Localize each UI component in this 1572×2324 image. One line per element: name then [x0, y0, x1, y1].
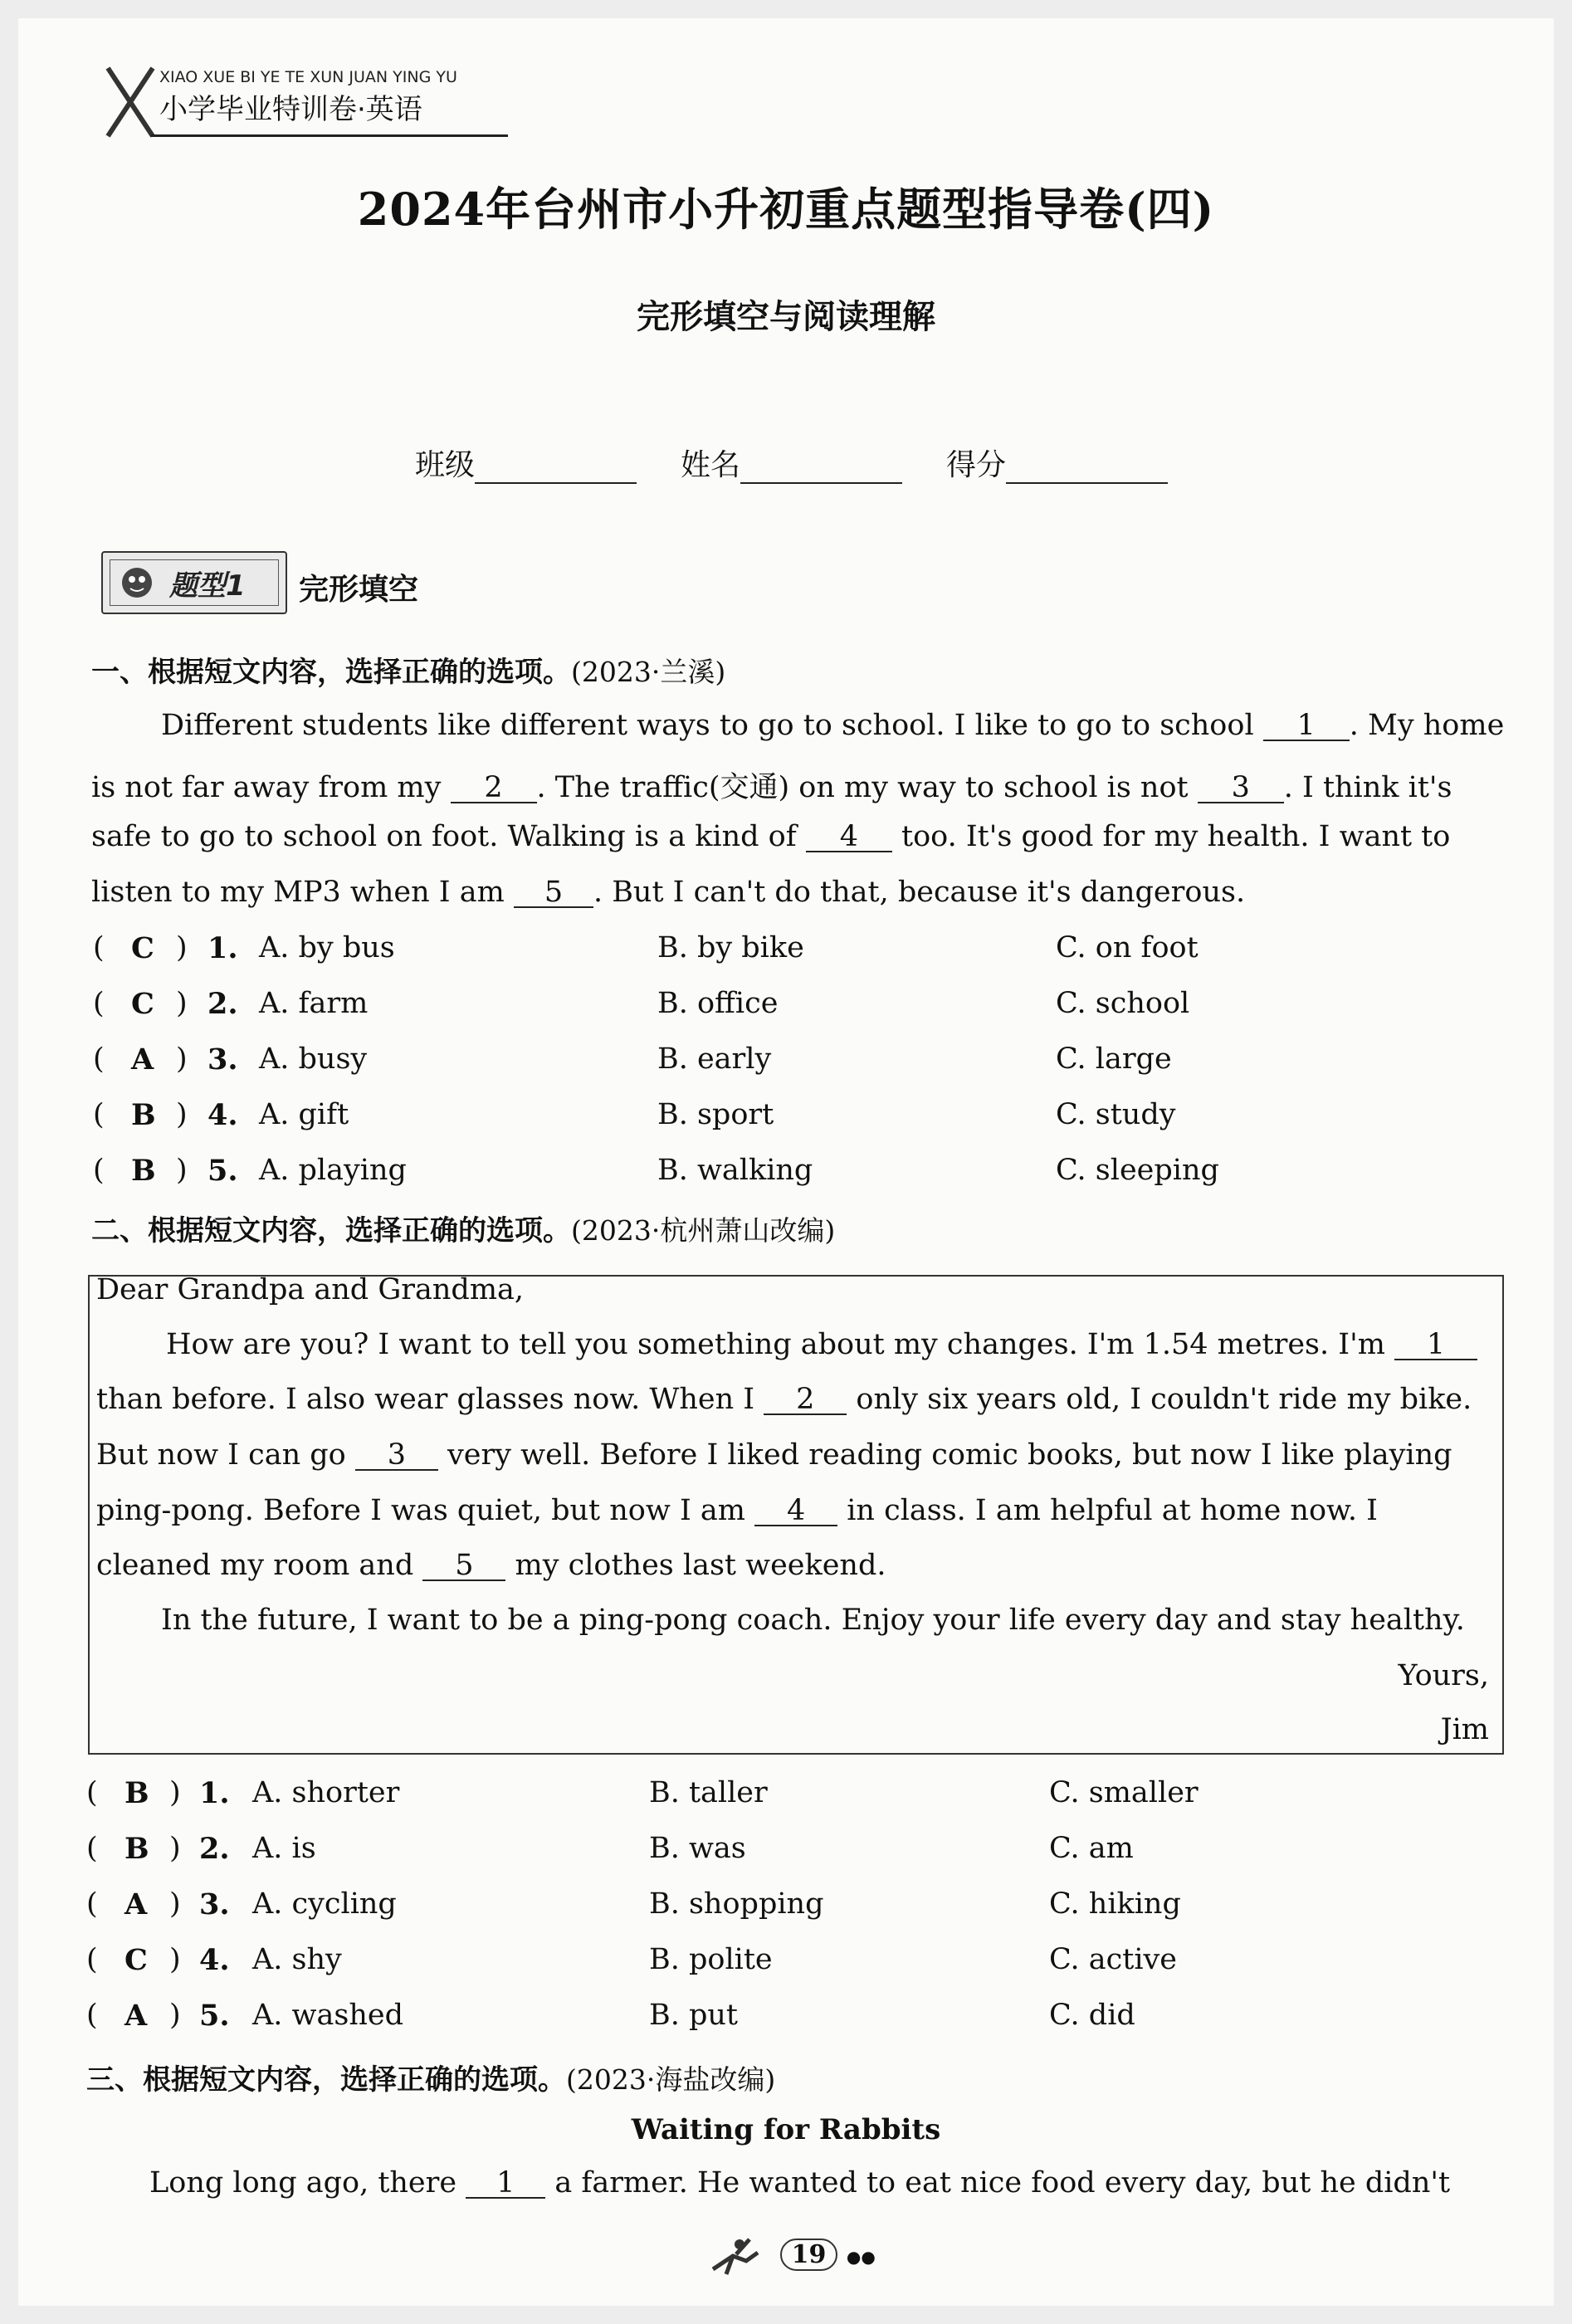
- answer-paren-left: (: [86, 1999, 98, 2032]
- option-b[interactable]: B. sport: [657, 1098, 774, 1131]
- option-c[interactable]: C. hiking: [1049, 1887, 1181, 1921]
- section1-heading: 一、根据短文内容，选择正确的选项。(2023·兰溪): [91, 656, 726, 689]
- option-b[interactable]: B. put: [649, 1999, 738, 2032]
- question-type-badge: [101, 551, 287, 614]
- answer-letter[interactable]: C: [124, 1943, 148, 1977]
- option-b[interactable]: B. polite: [649, 1943, 773, 1976]
- answer-paren-right: ): [169, 1999, 181, 2032]
- answer-paren-right: ): [176, 931, 188, 964]
- option-b[interactable]: B. by bike: [657, 931, 804, 964]
- option-b[interactable]: B. was: [649, 1832, 746, 1865]
- answer-paren-left: (: [93, 987, 105, 1020]
- running-figure-icon: [696, 2236, 771, 2276]
- blank-1[interactable]: 1: [1394, 1330, 1477, 1360]
- question-number: 2.: [199, 1832, 230, 1866]
- score-label: 得分: [946, 448, 1007, 482]
- s1-text-line: safe to go to school on foot. Walking is a kind of 4 too. It's good for my health. I want to: [91, 820, 1451, 853]
- answer-paren-left: (: [93, 931, 105, 964]
- question-number: 4.: [199, 1943, 230, 1977]
- question-number: 1.: [199, 1776, 230, 1810]
- answer-letter[interactable]: B: [124, 1832, 149, 1866]
- class-label: 班级: [415, 448, 476, 482]
- answer-letter[interactable]: B: [131, 1154, 156, 1188]
- answer-paren-left: (: [86, 1776, 98, 1809]
- letter-line: But now I can go 3 very well. Before I liked reading comic books, but now I like playing: [96, 1438, 1452, 1472]
- answer-letter[interactable]: B: [124, 1776, 149, 1810]
- answer-paren-left: (: [86, 1832, 98, 1865]
- answer-paren-left: (: [93, 1154, 105, 1187]
- answer-paren-right: ): [169, 1887, 181, 1921]
- answer-paren-left: (: [86, 1887, 98, 1921]
- blank-4[interactable]: 4: [806, 823, 892, 852]
- option-a[interactable]: A. shorter: [252, 1776, 400, 1809]
- option-b[interactable]: B. walking: [657, 1154, 813, 1187]
- question-number: 4.: [207, 1098, 238, 1132]
- class-field[interactable]: [415, 442, 637, 484]
- answer-paren-right: ): [169, 1776, 181, 1809]
- answer-letter[interactable]: C: [131, 987, 154, 1021]
- badge-label: 题型1: [169, 569, 246, 603]
- option-c[interactable]: C. sleeping: [1056, 1154, 1219, 1187]
- question-number: 5.: [199, 1999, 230, 2033]
- series-x-logo-icon: [101, 65, 159, 139]
- option-c[interactable]: C. smaller: [1049, 1776, 1199, 1809]
- option-c[interactable]: C. school: [1056, 987, 1190, 1020]
- page-subtitle: 完形填空与阅读理解: [637, 298, 935, 336]
- score-blank[interactable]: [1006, 454, 1168, 484]
- answer-letter[interactable]: B: [131, 1098, 156, 1132]
- answer-paren-right: ): [169, 1832, 181, 1865]
- letter-line: cleaned my room and 5 my clothes last weekend.: [96, 1549, 886, 1582]
- section2-heading: 二、根据短文内容，选择正确的选项。(2023·杭州萧山改编): [91, 1214, 836, 1247]
- answer-paren-left: (: [93, 1042, 105, 1076]
- story-title: Waiting for Rabbits: [631, 2113, 941, 2146]
- question-number: 3.: [199, 1887, 230, 1921]
- question-number: 3.: [207, 1042, 238, 1077]
- question-number: 2.: [207, 987, 238, 1021]
- blank-2[interactable]: 2: [451, 774, 537, 803]
- name-field[interactable]: [681, 442, 902, 484]
- question-number: 1.: [207, 931, 238, 965]
- option-b[interactable]: B. early: [657, 1042, 772, 1076]
- s1-text-line: is not far away from my 2 . The traffic(交通) on my way to school is not 3 . I think it's: [91, 771, 1452, 804]
- blank-2[interactable]: 2: [764, 1385, 847, 1415]
- page-number-area: 19 ●●: [18, 2236, 1554, 2276]
- option-a[interactable]: A. by bus: [259, 931, 395, 964]
- answer-letter[interactable]: A: [131, 1042, 154, 1077]
- name-label: 姓名: [681, 448, 741, 482]
- option-c[interactable]: C. active: [1049, 1943, 1177, 1976]
- section3-heading: 三、根据短文内容，选择正确的选项。(2023·海盐改编): [86, 2063, 776, 2097]
- answer-paren-right: ): [176, 987, 188, 1020]
- option-a[interactable]: A. busy: [259, 1042, 368, 1076]
- option-a[interactable]: A. cycling: [252, 1887, 397, 1921]
- blank-1[interactable]: 1: [1263, 711, 1350, 741]
- blank-1[interactable]: 1: [466, 2169, 545, 2199]
- option-c[interactable]: C. large: [1056, 1042, 1172, 1076]
- blank-5[interactable]: 5: [422, 1551, 505, 1581]
- answer-paren-left: (: [86, 1943, 98, 1976]
- letter-closing-line: In the future, I want to be a ping-pong coach. Enjoy your life every day and stay healthy.: [161, 1604, 1465, 1637]
- answer-paren-right: ): [169, 1943, 181, 1976]
- letter-greeting: Dear Grandpa and Grandma,: [96, 1273, 525, 1306]
- question-type-text: 完形填空: [299, 573, 419, 607]
- page-number: 19: [780, 2239, 838, 2271]
- letter-sign-off: Yours,: [1398, 1659, 1489, 1692]
- answer-letter[interactable]: A: [124, 1887, 148, 1921]
- question-number: 5.: [207, 1154, 238, 1188]
- option-a[interactable]: A. farm: [259, 987, 369, 1020]
- series-pinyin: XIAO XUE BI YE TE XUN JUAN YING YU: [159, 68, 457, 86]
- header-rule: [151, 134, 508, 137]
- option-b[interactable]: B. shopping: [649, 1887, 824, 1921]
- series-title: 小学毕业特训卷·英语: [159, 93, 422, 126]
- option-a[interactable]: A. gift: [259, 1098, 349, 1131]
- option-c[interactable]: C. am: [1049, 1832, 1134, 1865]
- option-a[interactable]: A. playing: [259, 1154, 407, 1187]
- letter-line: How are you? I want to tell you something about my changes. I'm 1.54 metres. I'm 1: [166, 1328, 1477, 1361]
- option-b[interactable]: B. office: [657, 987, 779, 1020]
- blank-5[interactable]: 5: [514, 878, 593, 908]
- answer-paren-right: ): [176, 1042, 188, 1076]
- cartoon-mascot-icon: [116, 563, 158, 601]
- name-blank[interactable]: [740, 454, 902, 484]
- blank-3[interactable]: 3: [1198, 774, 1284, 803]
- option-a[interactable]: A. washed: [252, 1999, 403, 2032]
- option-a[interactable]: A. shy: [252, 1943, 342, 1976]
- score-field[interactable]: [946, 442, 1168, 484]
- blank-4[interactable]: 4: [754, 1496, 837, 1526]
- class-blank[interactable]: [475, 454, 637, 484]
- s3-text-line: Long long ago, there 1 a farmer. He wanted to eat nice food every day, but he didn't: [149, 2166, 1451, 2200]
- answer-paren-right: ): [176, 1154, 188, 1187]
- s1-text-line: Different students like different ways to go to school. I like to go to school 1 . My home: [161, 709, 1505, 742]
- letter-line: ping-pong. Before I was quiet, but now I am 4 in class. I am helpful at home now. I: [96, 1494, 1378, 1527]
- option-c[interactable]: C. did: [1049, 1999, 1135, 2032]
- answer-paren-left: (: [93, 1098, 105, 1131]
- answer-letter[interactable]: C: [131, 931, 154, 965]
- option-c[interactable]: C. study: [1056, 1098, 1176, 1131]
- option-c[interactable]: C. on foot: [1056, 931, 1199, 964]
- answer-paren-right: ): [176, 1098, 188, 1131]
- letter-line: than before. I also wear glasses now. When I 2 only six years old, I couldn't ride my bike.: [96, 1383, 1472, 1416]
- option-a[interactable]: A. is: [252, 1832, 316, 1865]
- s1-text-line: listen to my MP3 when I am 5 . But I can't do that, because it's dangerous.: [91, 876, 1246, 909]
- blank-3[interactable]: 3: [355, 1441, 438, 1471]
- worksheet-page: [18, 18, 1554, 2306]
- option-b[interactable]: B. taller: [649, 1776, 768, 1809]
- page-title: 2024年台州市小升初重点题型指导卷(四): [357, 183, 1215, 236]
- letter-signature: Jim: [1440, 1713, 1489, 1746]
- answer-letter[interactable]: A: [124, 1999, 148, 2033]
